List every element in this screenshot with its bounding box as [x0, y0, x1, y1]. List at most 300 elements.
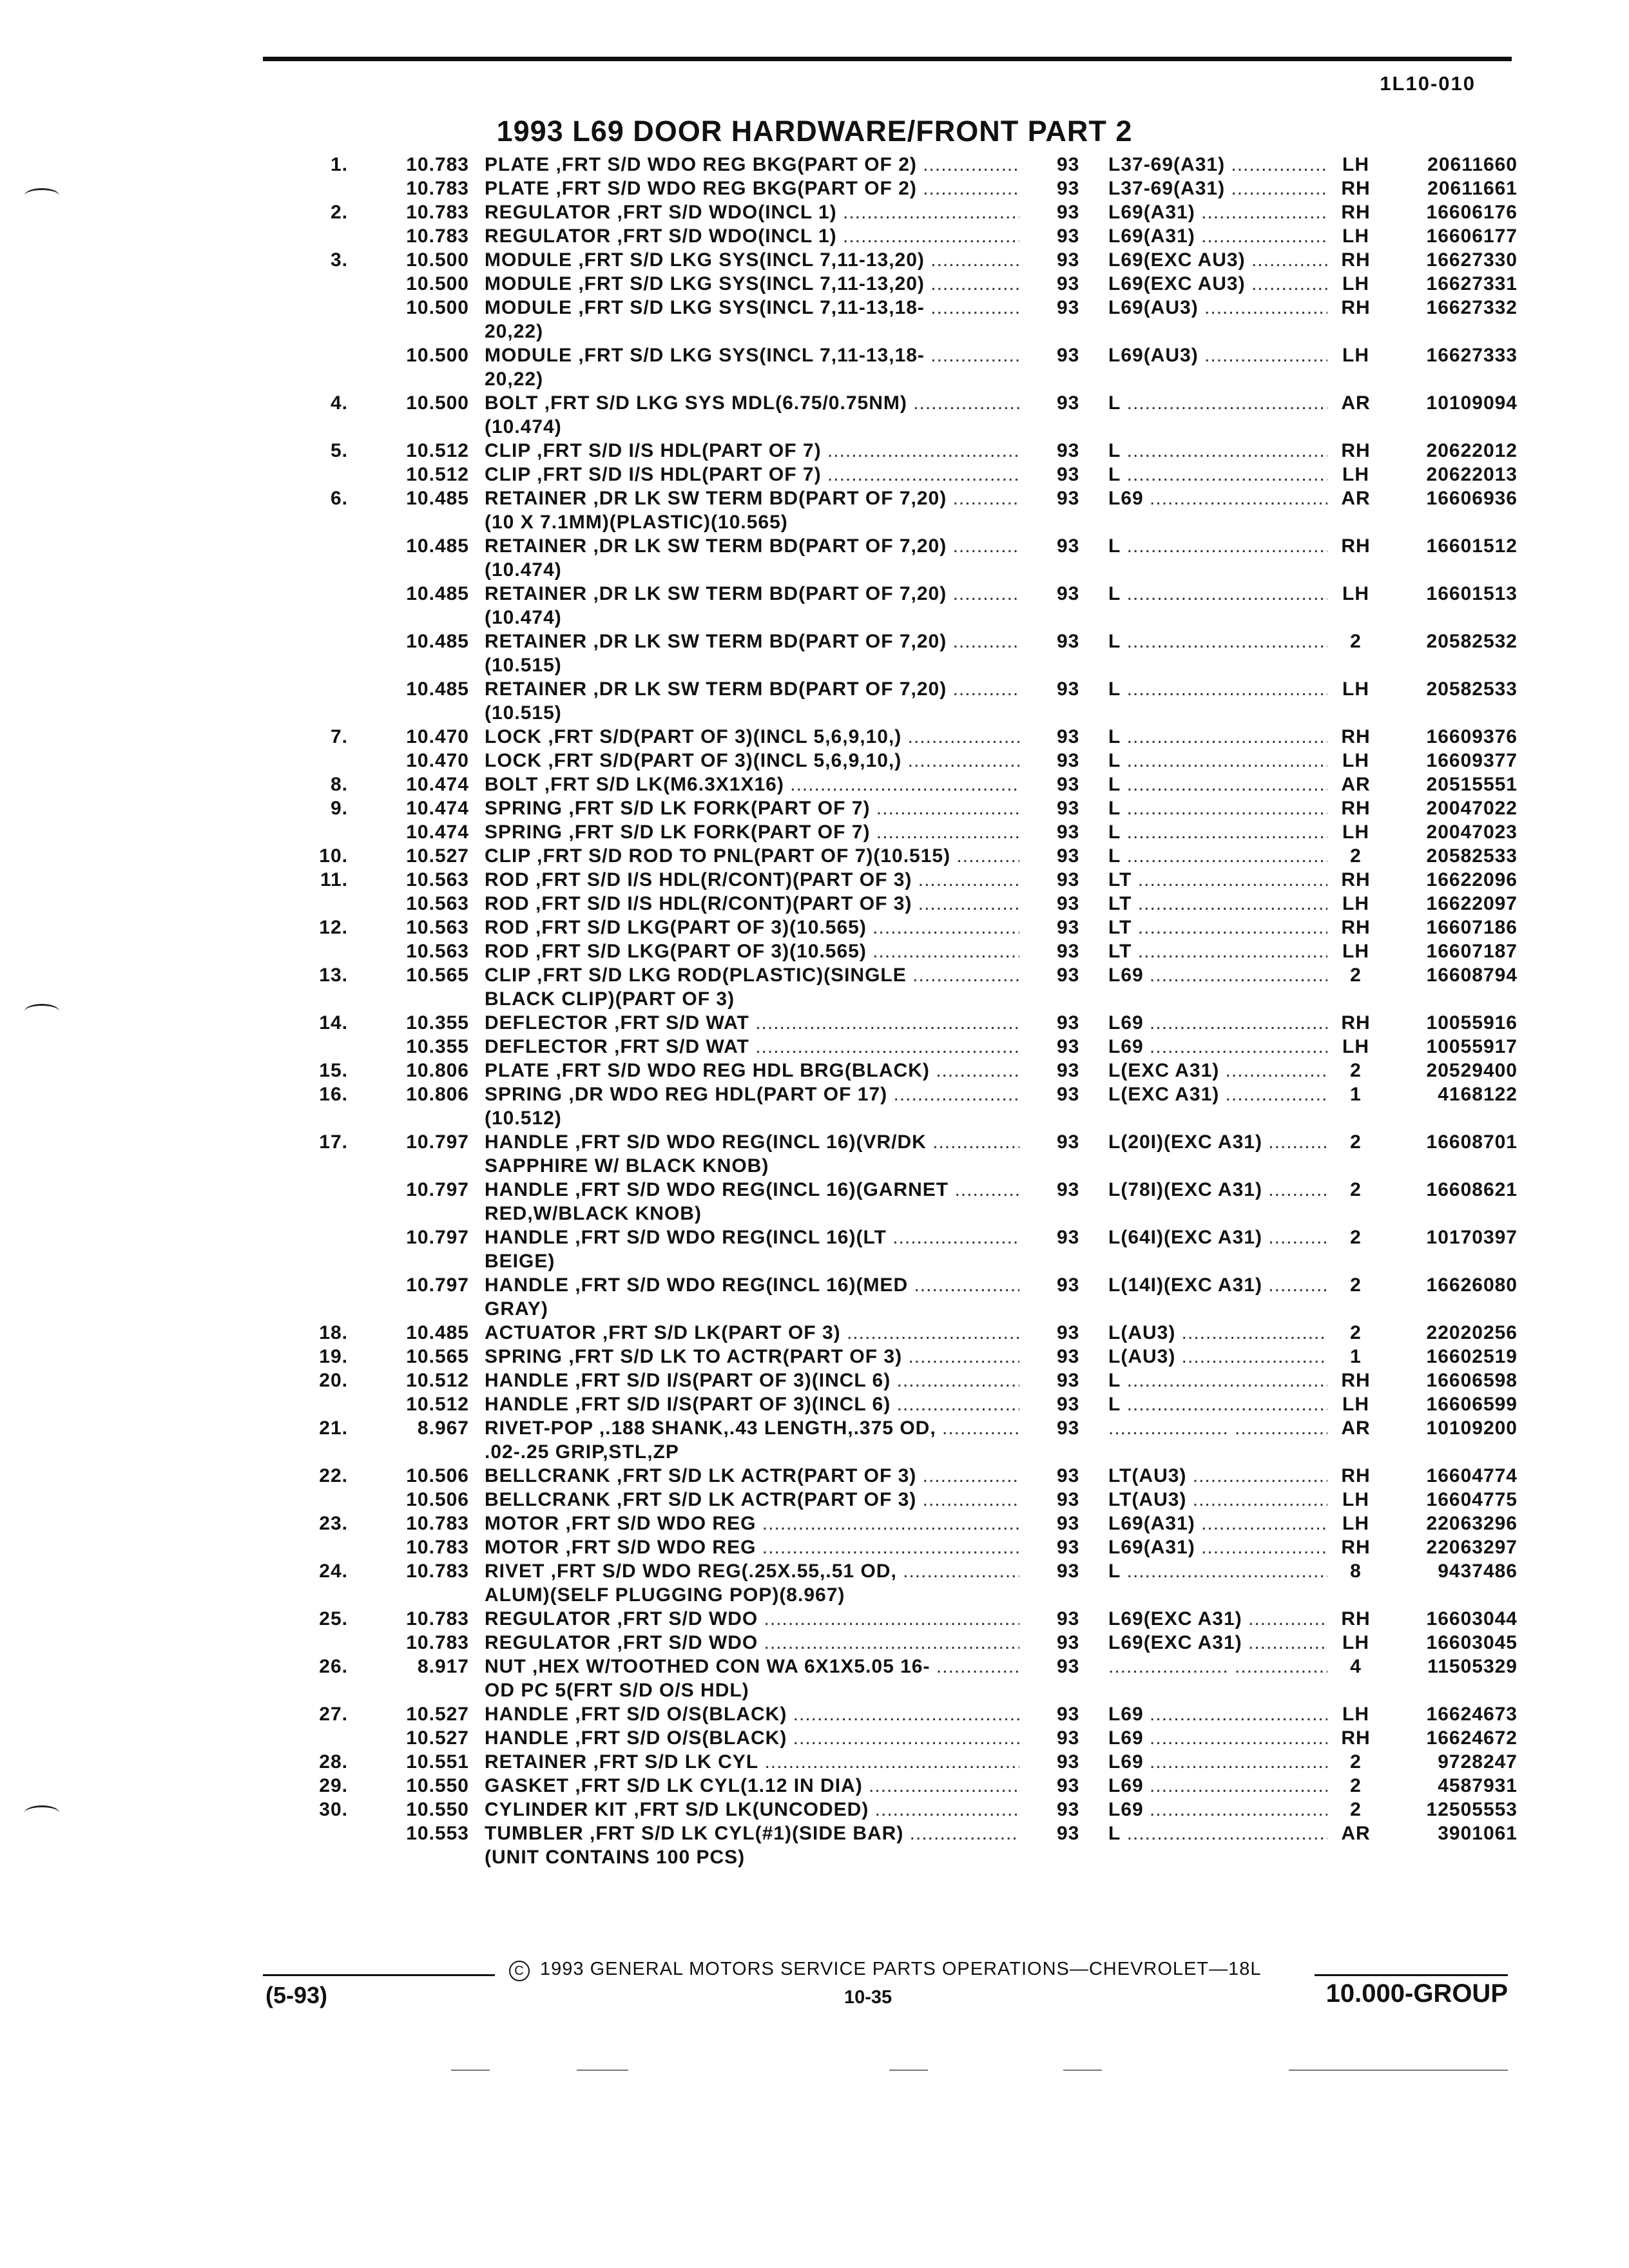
year: 93 — [1057, 345, 1080, 366]
table-row — [0, 1607, 1629, 1631]
part-number: 10109200 — [1426, 1418, 1518, 1439]
item-number: 5. — [330, 440, 348, 461]
table-row — [0, 486, 1629, 510]
item-number: 9. — [330, 798, 348, 819]
parts-table — [0, 153, 1629, 1869]
quantity: RH — [1341, 869, 1371, 890]
item-number: 25. — [319, 1608, 348, 1629]
quantity: LH — [1342, 226, 1369, 247]
part-number: 16606599 — [1426, 1394, 1518, 1415]
group-number: 10.563 — [406, 869, 469, 890]
year: 93 — [1057, 1394, 1080, 1415]
year: 93 — [1057, 1274, 1080, 1296]
revision-date: (5-93) — [265, 1982, 328, 2008]
quantity: RH — [1341, 1537, 1371, 1558]
table-row — [0, 1059, 1629, 1082]
model: L69(EXC A31) ..... — [1108, 1607, 1327, 1631]
model: L ..... — [1108, 439, 1327, 463]
description: MODULE ,FRT S/D LKG SYS(INCL 7,11-13,18- ..... — [485, 343, 1019, 367]
group-number: 10.500 — [406, 273, 469, 294]
table-row — [0, 653, 1629, 677]
year: 93 — [1057, 1179, 1080, 1200]
year: 93 — [1057, 297, 1080, 318]
group-number: 10.550 — [406, 1775, 469, 1796]
quantity: LH — [1342, 154, 1369, 175]
year: 93 — [1057, 798, 1080, 819]
part-number: 20622013 — [1426, 464, 1518, 485]
description: 20,22) — [485, 369, 544, 390]
year: 93 — [1057, 1537, 1080, 1558]
model: L37-69(A31) ..... — [1108, 153, 1327, 177]
table-row — [0, 844, 1629, 868]
group-number: 10.783 — [406, 178, 469, 199]
part-number: 16608701 — [1426, 1131, 1518, 1153]
page-number: 10-35 — [844, 1987, 892, 2008]
item-number: 24. — [319, 1561, 348, 1582]
part-number: 3901061 — [1438, 1823, 1518, 1844]
part-number: 16606176 — [1426, 202, 1518, 223]
group-number: 10.485 — [406, 678, 469, 700]
model: L69 ..... — [1108, 1750, 1327, 1774]
table-row — [0, 1273, 1629, 1297]
description: PLATE ,FRT S/D WDO REG BKG(PART OF 2) ..... — [485, 177, 1019, 200]
year: 93 — [1057, 1632, 1080, 1653]
part-number: 22063297 — [1426, 1537, 1518, 1558]
description: SPRING ,DR WDO REG HDL(PART OF 17) ..... — [485, 1082, 1019, 1106]
item-number: 18. — [319, 1322, 348, 1343]
item-number: 8. — [330, 774, 348, 795]
part-number: 16607187 — [1426, 941, 1518, 962]
table-row — [0, 916, 1629, 939]
model: L69 ..... — [1108, 1774, 1327, 1798]
year: 93 — [1057, 1513, 1080, 1534]
quantity: RH — [1341, 535, 1371, 557]
part-number: 16609376 — [1426, 726, 1518, 747]
description: PLATE ,FRT S/D WDO REG BKG(PART OF 2) ..... — [485, 153, 1019, 177]
binding-mark — [24, 1805, 59, 1820]
table-row — [0, 582, 1629, 606]
description: CLIP ,FRT S/D LKG ROD(PLASTIC)(SINGLE ..... — [485, 963, 1019, 987]
description: HANDLE ,FRT S/D WDO REG(INCL 16)(GARNET ..... — [485, 1178, 1019, 1202]
quantity: LH — [1342, 678, 1369, 700]
item-number: 17. — [319, 1131, 348, 1153]
description: HANDLE ,FRT S/D O/S(BLACK) ..... — [485, 1726, 1019, 1750]
table-row — [0, 987, 1629, 1011]
year: 93 — [1057, 154, 1080, 175]
description: BELLCRANK ,FRT S/D LK ACTR(PART OF 3) ..... — [485, 1464, 1019, 1488]
description: RED,W/BLACK KNOB) — [485, 1203, 702, 1224]
year: 93 — [1057, 1060, 1080, 1081]
description: ROD ,FRT S/D LKG(PART OF 3)(10.565) ..... — [485, 916, 1019, 939]
part-number: 16624673 — [1426, 1704, 1518, 1725]
description: HANDLE ,FRT S/D WDO REG(INCL 16)(VR/DK ..... — [485, 1130, 1019, 1154]
item-number: 10. — [319, 845, 348, 867]
model: L69(A31) ..... — [1108, 200, 1327, 224]
table-row — [0, 1750, 1629, 1774]
group-number: 10.553 — [406, 1823, 469, 1844]
description: CYLINDER KIT ,FRT S/D LK(UNCODED) ..... — [485, 1798, 1019, 1821]
group-number: 10.797 — [406, 1274, 469, 1296]
description: SPRING ,FRT S/D LK FORK(PART OF 7) ..... — [485, 796, 1019, 820]
table-row — [0, 1655, 1629, 1678]
item-number: 21. — [319, 1418, 348, 1439]
part-number: 16603045 — [1426, 1632, 1518, 1653]
group-number: 10.563 — [406, 893, 469, 914]
part-number: 20582533 — [1426, 845, 1518, 867]
year: 93 — [1057, 440, 1080, 461]
description: REGULATOR ,FRT S/D WDO(INCL 1) ..... — [485, 224, 1019, 248]
model: LT ..... — [1108, 868, 1327, 892]
group-number: 10.806 — [406, 1084, 469, 1105]
group-number: 10.470 — [406, 750, 469, 771]
table-row — [0, 1559, 1629, 1583]
year: 93 — [1057, 1489, 1080, 1510]
table-row — [0, 439, 1629, 463]
description: 20,22) — [485, 321, 544, 342]
group-number: 10.783 — [406, 226, 469, 247]
table-row — [0, 1035, 1629, 1059]
year: 93 — [1057, 1561, 1080, 1582]
description: (10.474) — [485, 416, 562, 437]
year: 93 — [1057, 1036, 1080, 1057]
year: 93 — [1057, 1608, 1080, 1629]
model: L ..... — [1108, 391, 1327, 415]
description: CLIP ,FRT S/D I/S HDL(PART OF 7) ..... — [485, 439, 1019, 463]
group-number: 8.917 — [417, 1656, 469, 1677]
quantity: 2 — [1350, 1775, 1362, 1796]
table-row — [0, 1011, 1629, 1035]
part-number: 20047023 — [1426, 822, 1518, 843]
description: (UNIT CONTAINS 100 PCS) — [485, 1847, 746, 1868]
year: 93 — [1057, 226, 1080, 247]
quantity: LH — [1342, 273, 1369, 294]
part-number: 16627331 — [1426, 273, 1518, 294]
quantity: LH — [1342, 893, 1369, 914]
model: L69 ..... — [1108, 1011, 1327, 1035]
group-number: 10.512 — [406, 1394, 469, 1415]
group-number: 10.783 — [406, 1537, 469, 1558]
item-number: 27. — [319, 1704, 348, 1725]
part-number: 16622097 — [1426, 893, 1518, 914]
model: L69 ..... — [1108, 1726, 1327, 1750]
table-row — [0, 1225, 1629, 1249]
quantity: 1 — [1350, 1084, 1362, 1105]
quantity: AR — [1341, 774, 1371, 795]
year: 93 — [1057, 1131, 1080, 1153]
quantity: LH — [1342, 1489, 1369, 1510]
part-number: 16627332 — [1426, 297, 1518, 318]
part-number: 22020256 — [1426, 1322, 1518, 1343]
quantity: LH — [1342, 1632, 1369, 1653]
model: L ..... — [1108, 725, 1327, 749]
page-code: 1L10-010 — [1380, 72, 1476, 95]
model: LT ..... — [1108, 939, 1327, 963]
table-row — [0, 1774, 1629, 1798]
part-number: 16604775 — [1426, 1489, 1518, 1510]
model: L ..... — [1108, 844, 1327, 868]
year: 93 — [1057, 965, 1080, 986]
table-row — [0, 1535, 1629, 1559]
model: L ..... — [1108, 1392, 1327, 1416]
item-number: 4. — [330, 392, 348, 414]
quantity: AR — [1341, 1418, 1371, 1439]
group-number: 10.470 — [406, 726, 469, 747]
group-number: 10.512 — [406, 464, 469, 485]
item-number: 19. — [319, 1346, 348, 1367]
part-number: 16608621 — [1426, 1179, 1518, 1200]
item-number: 16. — [319, 1084, 348, 1105]
table-row — [0, 296, 1629, 320]
quantity: RH — [1341, 1465, 1371, 1486]
table-row — [0, 272, 1629, 296]
year: 93 — [1057, 535, 1080, 557]
quantity: 2 — [1350, 1322, 1362, 1343]
description: HANDLE ,FRT S/D WDO REG(INCL 16)(MED ..... — [485, 1273, 1019, 1297]
part-number: 10109094 — [1426, 392, 1518, 414]
description: GRAY) — [485, 1298, 548, 1320]
part-number: 16606598 — [1426, 1370, 1518, 1391]
copyright-text: 1993 GENERAL MOTORS SERVICE PARTS OPERATIONS—CHEVROLET—18L — [540, 1959, 1262, 1979]
quantity: RH — [1341, 798, 1371, 819]
quantity: AR — [1341, 392, 1371, 414]
description: ACTUATOR ,FRT S/D LK(PART OF 3) ..... — [485, 1321, 1019, 1345]
part-number: 20611661 — [1427, 178, 1518, 199]
table-row — [0, 1512, 1629, 1535]
description: MOTOR ,FRT S/D WDO REG ..... — [485, 1512, 1019, 1535]
group-number: 10.783 — [406, 1513, 469, 1534]
table-row — [0, 558, 1629, 582]
quantity: RH — [1341, 249, 1371, 271]
description: CLIP ,FRT S/D I/S HDL(PART OF 7) ..... — [485, 463, 1019, 486]
part-number: 16603044 — [1426, 1608, 1518, 1629]
quantity: 2 — [1350, 1060, 1362, 1081]
item-number: 26. — [319, 1656, 348, 1677]
year: 93 — [1057, 774, 1080, 795]
item-number: 28. — [319, 1751, 348, 1773]
model: L ..... — [1108, 1369, 1327, 1392]
item-number: 11. — [320, 869, 348, 890]
group-number: 10.485 — [406, 535, 469, 557]
table-row — [0, 1178, 1629, 1202]
description: ROD ,FRT S/D I/S HDL(R/CONT)(PART OF 3) ..... — [485, 868, 1019, 892]
description: RETAINER ,DR LK SW TERM BD(PART OF 7,20) ..... — [485, 677, 1019, 701]
table-row — [0, 1082, 1629, 1106]
description: MODULE ,FRT S/D LKG SYS(INCL 7,11-13,18- ..... — [485, 296, 1019, 320]
quantity: 2 — [1350, 1274, 1362, 1296]
model: L ..... — [1108, 820, 1327, 844]
description: (10.512) — [485, 1108, 562, 1129]
part-number: 16627330 — [1426, 249, 1518, 271]
part-number: 12505553 — [1426, 1799, 1518, 1820]
group-number: 10.506 — [406, 1465, 469, 1486]
item-number: 15. — [319, 1060, 348, 1081]
description: NUT ,HEX W/TOOTHED CON WA 6X1X5.05 16- ..... — [485, 1655, 1019, 1678]
part-number: 20582532 — [1426, 631, 1518, 652]
quantity: LH — [1342, 345, 1369, 366]
part-number: 11505329 — [1427, 1656, 1518, 1677]
model: L69 ..... — [1108, 1035, 1327, 1059]
model: L69(EXC AU3) ..... — [1108, 272, 1327, 296]
model: L(EXC A31) ..... — [1108, 1059, 1327, 1082]
description: (10 X 7.1MM)(PLASTIC)(10.565) — [485, 512, 788, 533]
year: 93 — [1057, 941, 1080, 962]
description: BLACK CLIP)(PART OF 3) — [485, 988, 735, 1010]
quantity: RH — [1341, 1608, 1371, 1629]
part-number: 4168122 — [1438, 1084, 1518, 1105]
table-row — [0, 200, 1629, 224]
table-row — [0, 892, 1629, 916]
quantity: LH — [1342, 941, 1369, 962]
year: 93 — [1057, 1751, 1080, 1773]
description: PLATE ,FRT S/D WDO REG HDL BRG(BLACK) ..... — [485, 1059, 1019, 1082]
item-number: 1. — [330, 154, 348, 175]
part-number: 20582533 — [1426, 678, 1518, 700]
scan-artifact — [577, 2070, 628, 2071]
table-row — [0, 773, 1629, 796]
quantity: LH — [1342, 750, 1369, 771]
group-number: 10.485 — [406, 631, 469, 652]
model — [1108, 1655, 1327, 1678]
group-number: 10.485 — [406, 488, 469, 509]
quantity: LH — [1342, 1394, 1369, 1415]
description: HANDLE ,FRT S/D I/S(PART OF 3)(INCL 6) ..... — [485, 1392, 1019, 1416]
item-number: 2. — [330, 202, 348, 223]
year: 93 — [1057, 1727, 1080, 1749]
table-row — [0, 1392, 1629, 1416]
group-number: 10.551 — [406, 1751, 469, 1773]
part-number: 20529400 — [1426, 1060, 1518, 1081]
table-row — [0, 868, 1629, 892]
description: REGULATOR ,FRT S/D WDO(INCL 1) ..... — [485, 200, 1019, 224]
table-row — [0, 1297, 1629, 1321]
model: L ..... — [1108, 773, 1327, 796]
quantity: 8 — [1350, 1561, 1362, 1582]
table-row — [0, 629, 1629, 653]
table-row — [0, 1106, 1629, 1130]
description: SAPPHIRE W/ BLACK KNOB) — [485, 1155, 769, 1177]
description: REGULATOR ,FRT S/D WDO ..... — [485, 1631, 1019, 1655]
quantity: RH — [1341, 297, 1371, 318]
part-number: 16601513 — [1426, 583, 1518, 604]
part-number: 16608794 — [1426, 965, 1518, 986]
description: HANDLE ,FRT S/D WDO REG(INCL 16)(LT ..... — [485, 1225, 1019, 1249]
quantity: LH — [1342, 583, 1369, 604]
table-row — [0, 701, 1629, 725]
table-row — [0, 1202, 1629, 1225]
description: BOLT ,FRT S/D LKG SYS MDL(6.75/0.75NM) ..... — [485, 391, 1019, 415]
model: L(78I)(EXC A31) ..... — [1108, 1178, 1327, 1202]
scan-artifact — [451, 2070, 490, 2071]
year: 93 — [1057, 1465, 1080, 1486]
description: ALUM)(SELF PLUGGING POP)(8.967) — [485, 1584, 845, 1606]
item-number: 29. — [319, 1775, 348, 1796]
group-number: 10.563 — [406, 917, 469, 938]
group-code: 10.000-GROUP — [1325, 1979, 1508, 2008]
model: LT(AU3) ..... — [1108, 1464, 1327, 1488]
quantity: RH — [1341, 1727, 1371, 1749]
group-number: 10.550 — [406, 1799, 469, 1820]
description: LOCK ,FRT S/D(PART OF 3)(INCL 5,6,9,10,) ..... — [485, 725, 1019, 749]
part-number: 16601512 — [1426, 535, 1518, 557]
group-number: 10.797 — [406, 1131, 469, 1153]
quantity: RH — [1341, 1370, 1371, 1391]
model: L(AU3) ..... — [1108, 1321, 1327, 1345]
description: HANDLE ,FRT S/D O/S(BLACK) ..... — [485, 1702, 1019, 1726]
quantity: 1 — [1350, 1346, 1362, 1367]
scan-artifact — [1289, 2070, 1508, 2071]
scan-artifact — [889, 2070, 928, 2071]
part-number: 16609377 — [1426, 750, 1518, 771]
item-number: 30. — [319, 1799, 348, 1820]
part-number: 16627333 — [1426, 345, 1518, 366]
model: L ..... — [1108, 582, 1327, 606]
year: 93 — [1057, 249, 1080, 271]
year: 93 — [1057, 1799, 1080, 1820]
part-number: 10055916 — [1426, 1012, 1518, 1033]
description: ROD ,FRT S/D LKG(PART OF 3)(10.565) ..... — [485, 939, 1019, 963]
group-number: 10.783 — [406, 154, 469, 175]
quantity: 2 — [1350, 965, 1362, 986]
model: LT(AU3) ..... — [1108, 1488, 1327, 1512]
footer-rule-right — [1315, 1974, 1508, 1976]
table-row — [0, 343, 1629, 367]
quantity: 2 — [1350, 1799, 1362, 1820]
description: MOTOR ,FRT S/D WDO REG ..... — [485, 1535, 1019, 1559]
table-row — [0, 391, 1629, 415]
year: 93 — [1057, 202, 1080, 223]
year: 93 — [1057, 917, 1080, 938]
description: .02-.25 GRIP,STL,ZP — [485, 1441, 679, 1463]
description: BELLCRANK ,FRT S/D LK ACTR(PART OF 3) ..... — [485, 1488, 1019, 1512]
item-number: 23. — [319, 1513, 348, 1534]
description: BEIGE) — [485, 1251, 555, 1272]
table-row — [0, 1845, 1629, 1869]
model: L69(AU3) ..... — [1108, 343, 1327, 367]
description: (10.515) — [485, 655, 562, 676]
description: GASKET ,FRT S/D LK CYL(1.12 IN DIA) ..... — [485, 1774, 1019, 1798]
group-number: 10.527 — [406, 1704, 469, 1725]
model: L(14I)(EXC A31) ..... — [1108, 1273, 1327, 1297]
description: MODULE ,FRT S/D LKG SYS(INCL 7,11-13,20) ..... — [485, 272, 1019, 296]
year: 93 — [1057, 1656, 1080, 1677]
year: 93 — [1057, 678, 1080, 700]
part-number: 16606936 — [1426, 488, 1518, 509]
model: L ..... — [1108, 796, 1327, 820]
year: 93 — [1057, 1322, 1080, 1343]
group-number: 10.783 — [406, 202, 469, 223]
table-row — [0, 1249, 1629, 1273]
copyright-icon: C — [509, 1961, 530, 1981]
model: LT ..... — [1108, 916, 1327, 939]
year: 93 — [1057, 750, 1080, 771]
part-number: 9437486 — [1438, 1561, 1518, 1582]
part-number: 22063296 — [1426, 1513, 1518, 1534]
description: REGULATOR ,FRT S/D WDO ..... — [485, 1607, 1019, 1631]
table-row — [0, 1130, 1629, 1154]
table-row — [0, 320, 1629, 343]
model: L69(A31) ..... — [1108, 224, 1327, 248]
quantity: RH — [1341, 178, 1371, 199]
table-row — [0, 1488, 1629, 1512]
model: L69 ..... — [1108, 1702, 1327, 1726]
table-row — [0, 1321, 1629, 1345]
table-row — [0, 1798, 1629, 1821]
description: DEFLECTOR ,FRT S/D WAT ..... — [485, 1035, 1019, 1059]
table-row — [0, 224, 1629, 248]
table-row — [0, 1821, 1629, 1845]
model: L37-69(A31) ..... — [1108, 177, 1327, 200]
item-number: 22. — [319, 1465, 348, 1486]
